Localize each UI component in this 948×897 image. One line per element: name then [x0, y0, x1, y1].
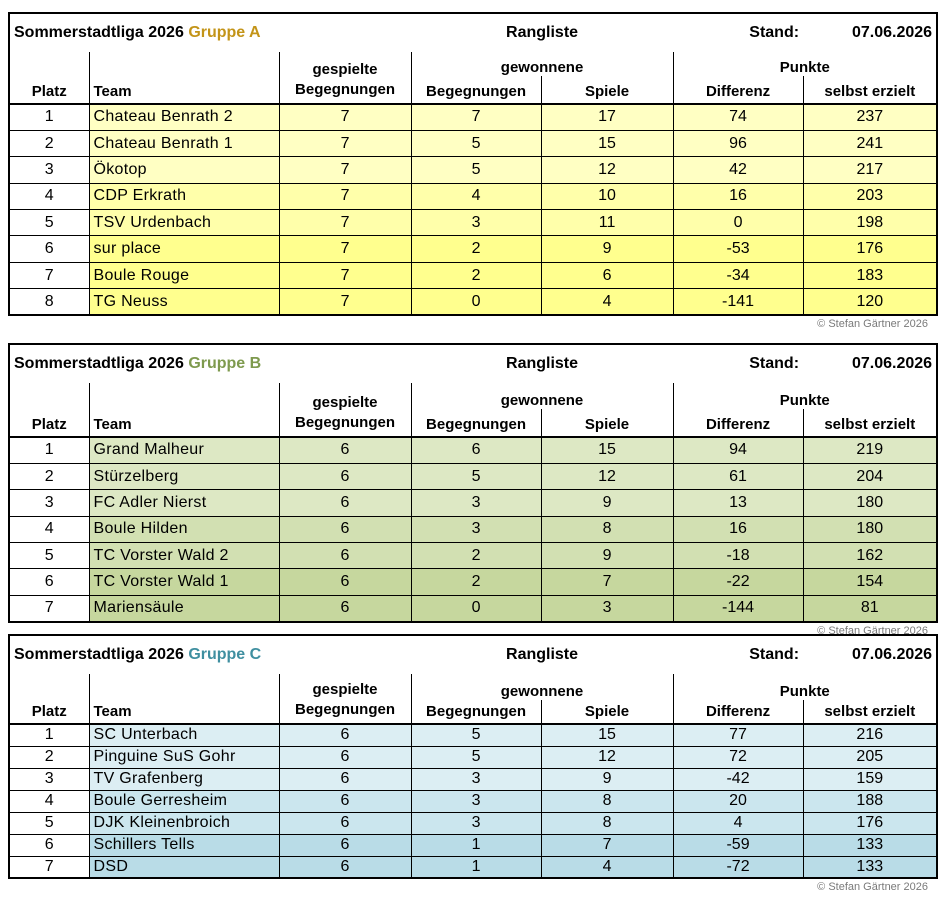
team-cell: Chateau Benrath 1 — [89, 130, 279, 156]
begegnungen-cell: 6 — [279, 595, 411, 621]
gew-begegnungen-cell: 5 — [411, 130, 541, 156]
table-row — [9, 130, 937, 156]
gew-begegnungen-cell: 2 — [411, 569, 541, 595]
platz-cell: 1 — [9, 437, 89, 463]
begegnungen-cell: 6 — [279, 856, 411, 878]
ranking-label: Rangliste — [506, 646, 579, 663]
gew-spiele-cell: 8 — [541, 516, 673, 542]
gew-spiele-cell: 8 — [541, 812, 673, 834]
league-name: Sommerstadtliga 2026 — [14, 24, 184, 41]
gew-begegnungen-cell: 5 — [411, 157, 541, 183]
header-platz: Platz — [9, 674, 89, 724]
table-row — [9, 746, 937, 768]
standings-table — [8, 343, 938, 623]
header-gew-begegnungen: Begegnungen — [411, 700, 541, 724]
differenz-cell: 13 — [673, 490, 803, 516]
team-cell: CDP Erkrath — [89, 183, 279, 209]
platz-cell: 7 — [9, 262, 89, 288]
gew-begegnungen-cell: 2 — [411, 262, 541, 288]
team-cell: Boule Hilden — [89, 516, 279, 542]
team-cell: FC Adler Nierst — [89, 490, 279, 516]
differenz-cell: 94 — [673, 437, 803, 463]
team-cell: TC Vorster Wald 1 — [89, 569, 279, 595]
header-gewonnene: gewonnene — [411, 383, 673, 409]
gew-begegnungen-cell: 1 — [411, 834, 541, 856]
team-cell: Boule Gerresheim — [89, 790, 279, 812]
differenz-cell: 16 — [673, 516, 803, 542]
header-punkte: Punkte — [779, 683, 830, 700]
stand-label: Stand: — [749, 24, 800, 41]
gew-begegnungen-cell: 3 — [411, 790, 541, 812]
header-platz: Platz — [9, 52, 89, 104]
copyright-note: © Stefan Gärtner 2026 — [817, 881, 928, 893]
table-row — [9, 463, 937, 489]
ranking-label: Rangliste — [506, 355, 579, 372]
gew-begegnungen-cell: 2 — [411, 236, 541, 262]
team-cell: TC Vorster Wald 2 — [89, 543, 279, 569]
stand-date: 07.06.2026 — [851, 646, 933, 663]
begegnungen-cell: 7 — [279, 104, 411, 130]
header-erzielt: selbst erzielt — [824, 703, 916, 720]
erzielt-cell: 205 — [803, 746, 937, 768]
team-cell: Boule Rouge — [89, 262, 279, 288]
table-row — [9, 569, 937, 595]
platz-cell: 6 — [9, 236, 89, 262]
erzielt-cell: 120 — [803, 289, 937, 315]
gew-spiele-cell: 4 — [541, 289, 673, 315]
table-row — [9, 157, 937, 183]
gew-begegnungen-cell: 5 — [411, 724, 541, 746]
platz-cell: 3 — [9, 768, 89, 790]
team-cell: TV Grafenberg — [89, 768, 279, 790]
differenz-cell: 96 — [673, 130, 803, 156]
title-row — [9, 13, 937, 52]
gew-begegnungen-cell: 3 — [411, 210, 541, 236]
header-row-top — [9, 383, 937, 409]
gew-begegnungen-cell: 2 — [411, 543, 541, 569]
group-label: Gruppe B — [188, 355, 262, 372]
erzielt-cell: 81 — [803, 595, 937, 621]
team-cell: Chateau Benrath 2 — [89, 104, 279, 130]
gew-spiele-cell: 9 — [541, 236, 673, 262]
copyright-note: © Stefan Gärtner 2026 — [817, 318, 928, 331]
gew-spiele-cell: 7 — [541, 834, 673, 856]
platz-cell: 4 — [9, 183, 89, 209]
header-begegnungen: Begegnungen — [295, 81, 396, 98]
platz-cell: 2 — [9, 463, 89, 489]
stand-label: Stand: — [749, 646, 800, 663]
erzielt-cell: 159 — [803, 768, 937, 790]
table-row — [9, 262, 937, 288]
header-gew-begegnungen: Begegnungen — [411, 76, 541, 104]
platz-cell: 6 — [9, 834, 89, 856]
differenz-cell: -144 — [673, 595, 803, 621]
header-gespielte: gespielte — [312, 681, 378, 698]
header-gew-begegnungen: Begegnungen — [411, 409, 541, 437]
team-cell: Schillers Tells — [89, 834, 279, 856]
erzielt-cell: 180 — [803, 490, 937, 516]
begegnungen-cell: 7 — [279, 130, 411, 156]
gew-spiele-cell: 12 — [541, 157, 673, 183]
platz-cell: 5 — [9, 543, 89, 569]
begegnungen-cell: 6 — [279, 790, 411, 812]
gew-spiele-cell: 8 — [541, 790, 673, 812]
header-gespielte-begegnungen — [279, 383, 411, 437]
erzielt-cell: 176 — [803, 812, 937, 834]
team-cell: Grand Malheur — [89, 437, 279, 463]
gew-begegnungen-cell: 0 — [411, 595, 541, 621]
stand-date: 07.06.2026 — [851, 355, 933, 372]
table-row — [9, 812, 937, 834]
gew-spiele-cell: 11 — [541, 210, 673, 236]
gew-spiele-cell: 10 — [541, 183, 673, 209]
gew-begegnungen-cell: 7 — [411, 104, 541, 130]
differenz-cell: 74 — [673, 104, 803, 130]
erzielt-cell: 183 — [803, 262, 937, 288]
begegnungen-cell: 7 — [279, 210, 411, 236]
team-cell: TSV Urdenbach — [89, 210, 279, 236]
header-punkte: Punkte — [779, 59, 830, 76]
header-team: Team — [89, 383, 279, 437]
gew-begegnungen-cell: 3 — [411, 516, 541, 542]
gew-spiele-cell: 15 — [541, 437, 673, 463]
header-row-top — [9, 52, 937, 76]
begegnungen-cell: 7 — [279, 236, 411, 262]
team-cell: Mariensäule — [89, 595, 279, 621]
table-row — [9, 210, 937, 236]
gew-begegnungen-cell: 3 — [411, 812, 541, 834]
ranking-label: Rangliste — [506, 24, 579, 41]
group-label: Gruppe A — [188, 24, 261, 41]
gew-begegnungen-cell: 5 — [411, 746, 541, 768]
table-row — [9, 289, 937, 315]
begegnungen-cell: 7 — [279, 157, 411, 183]
stand-date: 07.06.2026 — [851, 24, 933, 41]
team-cell: DJK Kleinenbroich — [89, 812, 279, 834]
erzielt-cell: 241 — [803, 130, 937, 156]
erzielt-cell: 133 — [803, 856, 937, 878]
begegnungen-cell: 6 — [279, 569, 411, 595]
platz-cell: 2 — [9, 746, 89, 768]
gew-begegnungen-cell: 4 — [411, 183, 541, 209]
platz-cell: 1 — [9, 724, 89, 746]
differenz-cell: 42 — [673, 157, 803, 183]
table-row — [9, 516, 937, 542]
differenz-cell: 16 — [673, 183, 803, 209]
table-row — [9, 437, 937, 463]
gew-spiele-cell: 4 — [541, 856, 673, 878]
gew-begegnungen-cell: 3 — [411, 490, 541, 516]
header-gewonnene: gewonnene — [411, 52, 673, 76]
group-a-table — [8, 12, 936, 334]
differenz-cell: 61 — [673, 463, 803, 489]
gew-spiele-cell: 12 — [541, 463, 673, 489]
header-platz: Platz — [9, 383, 89, 437]
begegnungen-cell: 7 — [279, 183, 411, 209]
header-spiele: Spiele — [541, 409, 673, 437]
group-b-table — [8, 343, 936, 641]
differenz-cell: 77 — [673, 724, 803, 746]
differenz-cell: -141 — [673, 289, 803, 315]
header-spiele: Spiele — [541, 700, 673, 724]
header-gespielte: gespielte — [312, 61, 378, 78]
differenz-cell: -34 — [673, 262, 803, 288]
erzielt-cell: 176 — [803, 236, 937, 262]
team-cell: Stürzelberg — [89, 463, 279, 489]
erzielt-cell: 204 — [803, 463, 937, 489]
table-row — [9, 768, 937, 790]
header-gewonnene: gewonnene — [411, 674, 673, 700]
table-row — [9, 724, 937, 746]
erzielt-cell: 188 — [803, 790, 937, 812]
gew-spiele-cell: 12 — [541, 746, 673, 768]
differenz-cell: -22 — [673, 569, 803, 595]
header-differenz: Differenz — [673, 700, 803, 724]
gew-begegnungen-cell: 6 — [411, 437, 541, 463]
platz-cell: 1 — [9, 104, 89, 130]
begegnungen-cell: 6 — [279, 490, 411, 516]
header-begegnungen: Begegnungen — [295, 414, 395, 431]
begegnungen-cell: 7 — [279, 262, 411, 288]
begegnungen-cell: 7 — [279, 289, 411, 315]
header-row-top — [9, 674, 937, 700]
header-gespielte: gespielte — [312, 394, 378, 411]
table-row — [9, 595, 937, 621]
group-label: Gruppe C — [188, 646, 262, 663]
differenz-cell: -18 — [673, 543, 803, 569]
differenz-cell: -42 — [673, 768, 803, 790]
gew-spiele-cell: 15 — [541, 130, 673, 156]
standings-table — [8, 634, 938, 879]
erzielt-cell: 180 — [803, 516, 937, 542]
header-erzielt: selbst erzielt — [824, 416, 916, 433]
team-cell: DSD — [89, 856, 279, 878]
erzielt-cell: 216 — [803, 724, 937, 746]
header-begegnungen: Begegnungen — [295, 701, 395, 718]
league-title — [9, 344, 411, 383]
table-row — [9, 543, 937, 569]
gew-spiele-cell: 9 — [541, 768, 673, 790]
begegnungen-cell: 6 — [279, 516, 411, 542]
erzielt-cell: 133 — [803, 834, 937, 856]
platz-cell: 7 — [9, 595, 89, 621]
differenz-cell: -53 — [673, 236, 803, 262]
table-row — [9, 834, 937, 856]
team-cell: sur place — [89, 236, 279, 262]
gew-spiele-cell: 15 — [541, 724, 673, 746]
gew-spiele-cell: 17 — [541, 104, 673, 130]
gew-spiele-cell: 7 — [541, 569, 673, 595]
gew-spiele-cell: 9 — [541, 490, 673, 516]
table-row — [9, 856, 937, 878]
platz-cell: 2 — [9, 130, 89, 156]
gew-spiele-cell: 3 — [541, 595, 673, 621]
header-differenz: Differenz — [673, 409, 803, 437]
header-team: Team — [89, 674, 279, 724]
begegnungen-cell: 6 — [279, 724, 411, 746]
header-gespielte-begegnungen — [279, 674, 411, 724]
gew-spiele-cell: 9 — [541, 543, 673, 569]
header-punkte: Punkte — [779, 392, 830, 409]
team-cell: SC Unterbach — [89, 724, 279, 746]
platz-cell: 4 — [9, 516, 89, 542]
erzielt-cell: 154 — [803, 569, 937, 595]
header-differenz: Differenz — [673, 76, 803, 104]
league-title — [9, 13, 411, 52]
title-row — [9, 344, 937, 383]
begegnungen-cell: 6 — [279, 834, 411, 856]
platz-cell: 7 — [9, 856, 89, 878]
erzielt-cell: 203 — [803, 183, 937, 209]
gew-begegnungen-cell: 5 — [411, 463, 541, 489]
team-cell: TG Neuss — [89, 289, 279, 315]
league-title — [9, 635, 411, 674]
platz-cell: 4 — [9, 790, 89, 812]
header-erzielt: selbst erzielt — [824, 83, 916, 100]
copyright-note: © Stefan Gärtner 2026 — [817, 624, 928, 637]
header-gespielte-begegnungen — [279, 52, 411, 104]
standings-table — [8, 12, 938, 316]
gew-begegnungen-cell: 0 — [411, 289, 541, 315]
erzielt-cell: 219 — [803, 437, 937, 463]
differenz-cell: 72 — [673, 746, 803, 768]
table-row — [9, 236, 937, 262]
differenz-cell: -59 — [673, 834, 803, 856]
erzielt-cell: 198 — [803, 210, 937, 236]
begegnungen-cell: 6 — [279, 463, 411, 489]
erzielt-cell: 162 — [803, 543, 937, 569]
begegnungen-cell: 6 — [279, 812, 411, 834]
begegnungen-cell: 6 — [279, 543, 411, 569]
league-name: Sommerstadtliga 2026 — [14, 646, 184, 663]
platz-cell: 5 — [9, 812, 89, 834]
stand-label: Stand: — [749, 355, 800, 372]
team-cell: Pinguine SuS Gohr — [89, 746, 279, 768]
table-row — [9, 490, 937, 516]
platz-cell: 3 — [9, 157, 89, 183]
title-row — [9, 635, 937, 674]
differenz-cell: 20 — [673, 790, 803, 812]
header-spiele: Spiele — [541, 76, 673, 104]
header-team: Team — [89, 52, 279, 104]
begegnungen-cell: 6 — [279, 768, 411, 790]
platz-cell: 3 — [9, 490, 89, 516]
league-name: Sommerstadtliga 2026 — [14, 355, 184, 372]
differenz-cell: 4 — [673, 812, 803, 834]
gew-begegnungen-cell: 1 — [411, 856, 541, 878]
differenz-cell: 0 — [673, 210, 803, 236]
begegnungen-cell: 6 — [279, 437, 411, 463]
platz-cell: 8 — [9, 289, 89, 315]
table-row — [9, 104, 937, 130]
table-row — [9, 183, 937, 209]
platz-cell: 6 — [9, 569, 89, 595]
team-cell: Ökotop — [89, 157, 279, 183]
group-c-table — [8, 634, 936, 897]
differenz-cell: -72 — [673, 856, 803, 878]
erzielt-cell: 237 — [803, 104, 937, 130]
gew-begegnungen-cell: 3 — [411, 768, 541, 790]
platz-cell: 5 — [9, 210, 89, 236]
gew-spiele-cell: 6 — [541, 262, 673, 288]
table-row — [9, 790, 937, 812]
begegnungen-cell: 6 — [279, 746, 411, 768]
erzielt-cell: 217 — [803, 157, 937, 183]
